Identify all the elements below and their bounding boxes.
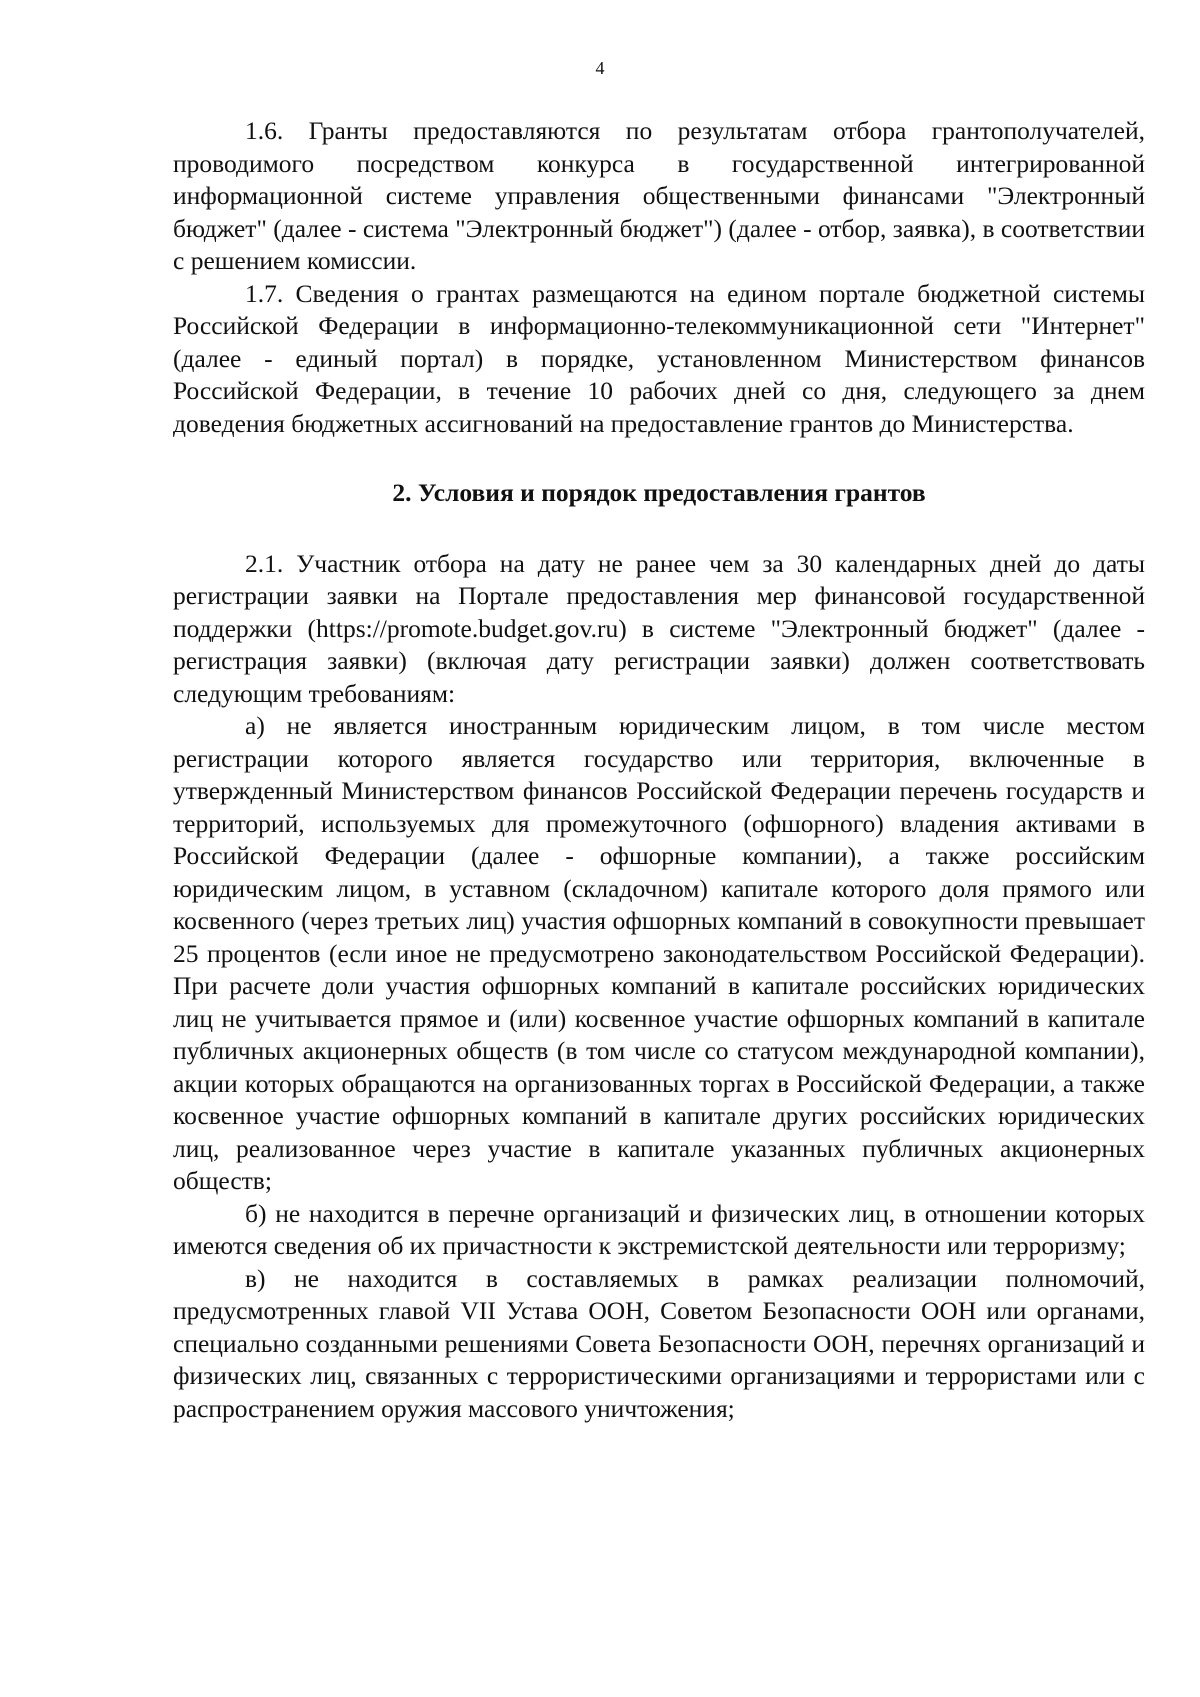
list-item-a: а) не является иностранным юридическим лицом, в том числе местом регистрации которого является государство или территория, включенные в утвержденный Министерством финансов Российской Федерации перечень государств и территорий, используемых для промежуточного (офшорного) владения активами в Российской Федерации (далее - офшорные компании), а также российским юридическим лицом, в уставном (складочном) капитале которого доля прямого или косвенного (через третьих лиц) участия офшорных компаний в совокупности превышает 25 процентов (если иное не предусмотрено законодательством Российской Федерации). При расчете доли участия офшорных компаний в капитале российских юридических лиц не учитывается прямое и (или) косвенное участие офшорных компаний в капитале публичных акционерных обществ (в том числе со статусом международной компании), акции которых обращаются на организованных торгах в Российской Федерации, а также косвенное участие офшорных компаний в капитале других российских юридических лиц, реализованное через участие в капитале указанных публичных акционерных обществ;	[173, 711, 1145, 1195]
document-body	[173, 115, 1145, 1425]
section-heading: 2. Условия и порядок предоставления грантов	[392, 478, 926, 507]
page-number: 4	[595, 58, 605, 78]
paragraph-2-1: 2.1. Участник отбора на дату не ранее чем за 30 календарных дней до даты регистрации заявки на Портале предоставления мер финансовой государственной поддержки (https://promote.budget.gov.ru) в системе "Электронный бюджет" (далее - регистрация заявки) (включая дату регистрации заявки) должен соответствовать следующим требованиям:	[173, 548, 1145, 708]
paragraph-1-7: 1.7. Сведения о грантах размещаются на едином портале бюджетной системы Российской Федерации в информационно-телекоммуникационной сети "Интернет" (далее - единый портал) в порядке, установленном Министерством финансов Российской Федерации, в течение 10 рабочих дней со дня, следующего за днем доведения бюджетных ассигнований на предоставление грантов до Министерства.	[173, 278, 1145, 438]
list-item-b: б) не находится в перечне организаций и физических лиц, в отношении которых имеются сведения об их причастности к экстремистской деятельности или терроризму;	[173, 1198, 1145, 1260]
heading-spacer	[173, 510, 1145, 548]
list-item-v: в) не находится в составляемых в рамках реализации полномочий, предусмотренных главой VII Устава ООН, Советом Безопасности ООН или органами, специально созданными решениями Совета Безопасности ООН, перечнях организаций и физических лиц, связанных с террористическими организациями и террористами или с распространением оружия массового уничтожения;	[173, 1263, 1145, 1423]
paragraph-1-6: 1.6. Гранты предоставляются по результатам отбора грантополучателей, проводимого посредством конкурса в государственной интегрированной информационной системе управления общественными финансами "Электронный бюджет" (далее - система "Электронный бюджет") (далее - отбор, заявка), в соответствии с решением комиссии.	[173, 116, 1145, 275]
